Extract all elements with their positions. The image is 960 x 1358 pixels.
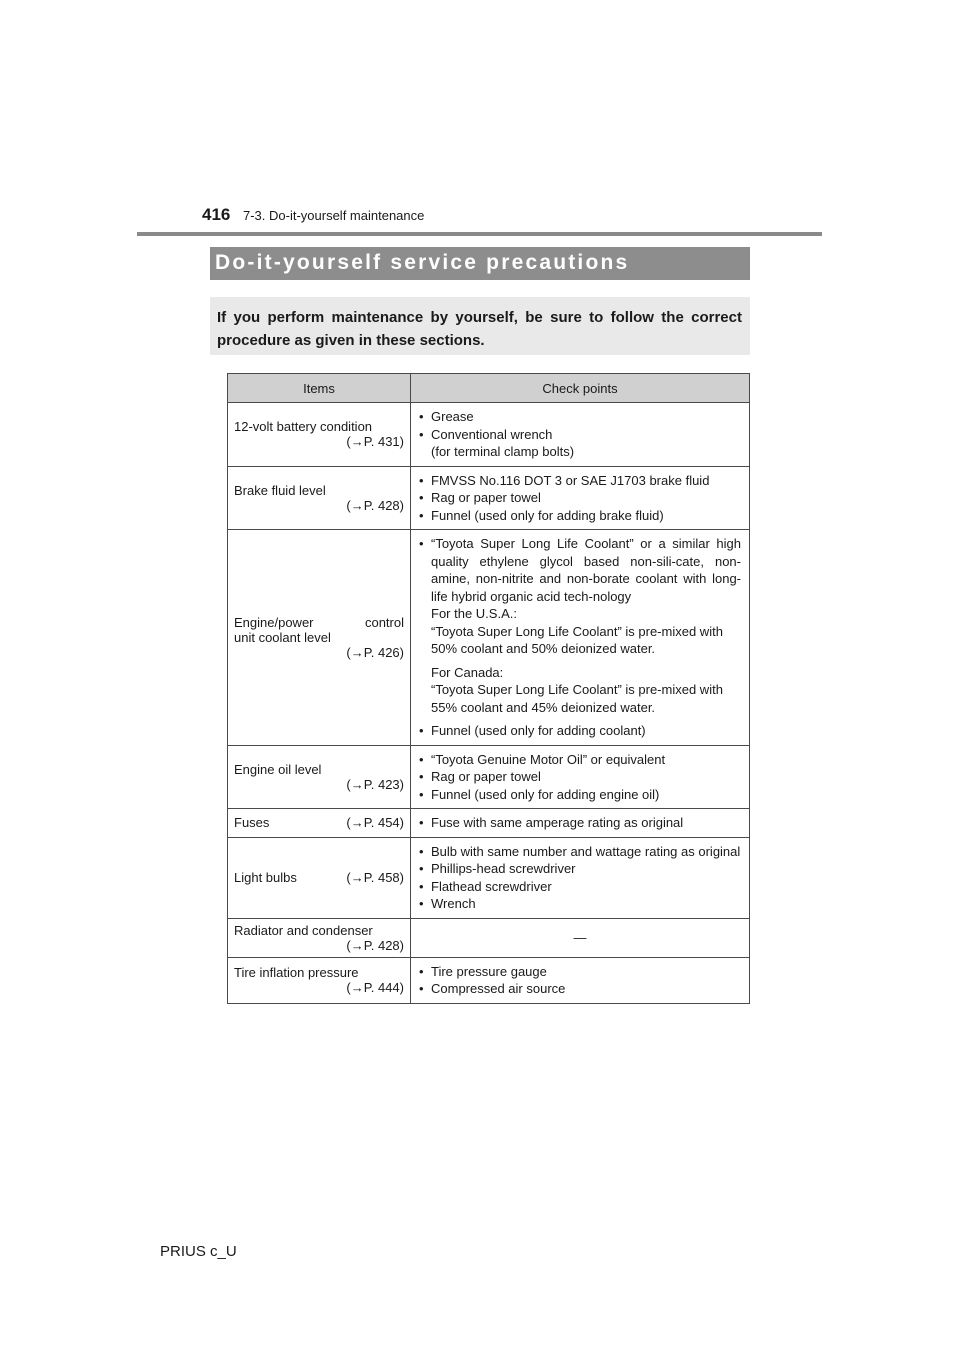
list-item: • Phillips-head screwdriver [419,860,741,878]
list-item: • Fuse with same amperage rating as original [419,814,741,832]
list-item [419,535,741,716]
table-row [228,745,750,809]
item-cell [228,957,411,1003]
table-row [228,809,750,838]
list-item: • Grease [419,408,741,426]
check-points-list [419,535,741,740]
item-label: unit coolant level [234,629,331,645]
list-item: • “Toyota Genuine Motor Oil” or equivalent [419,751,741,769]
check-points-cell [411,403,750,467]
check-points-list [419,472,741,525]
page-reference: (→P. 426) [346,644,404,660]
check-points-list [419,751,741,804]
table-row [228,918,750,957]
list-item: • Funnel (used only for adding engine oil) [419,786,741,804]
page-reference: (→P. 423) [346,776,404,792]
item-label: 12-volt battery condition [234,419,373,435]
page-reference: (→P. 428) [346,497,404,513]
intro-text: If you perform maintenance by yourself, be sure to follow the correct procedure as given in these sections. [217,309,742,349]
check-points-list [419,408,741,461]
item-cell [228,809,411,838]
check-points-cell [411,466,750,530]
column-header-items: Items [228,374,411,403]
item-label: Engine oil level [234,761,322,777]
region-label-usa: For the U.S.A.: [431,606,517,621]
page-number: 416 [202,205,231,224]
check-points-cell [411,918,750,957]
item-cell [228,837,411,918]
list-item-note: (for terminal clamp bolts) [431,444,575,459]
item-cell [228,530,411,746]
list-item-text: Conventional wrench [431,426,553,442]
list-item: • Flathead screwdriver [419,878,741,896]
item-cell [228,745,411,809]
list-item [419,426,741,461]
list-item: • FMVSS No.116 DOT 3 or SAE J1703 brake fluid [419,472,741,490]
check-points-list [419,963,741,998]
table-row [228,957,750,1003]
page-reference: (→P. 458) [346,870,404,885]
region-label-canada: For Canada: [431,664,504,680]
column-header-check-points: Check points [411,374,750,403]
item-label: Engine/power control [234,614,404,630]
check-points-list [419,843,741,913]
footer-model-code: PRIUS c_U [160,1243,237,1260]
item-cell [228,466,411,530]
page-reference: (→P. 454) [346,815,404,831]
check-points-cell [411,745,750,809]
list-item: • Bulb with same number and wattage rating as original [419,843,741,861]
page-reference: (→P. 444) [346,980,404,995]
item-label: Fuses [234,815,270,831]
not-applicable-dash: — [573,930,587,945]
check-points-list [419,814,741,832]
list-item-text: “Toyota Super Long Life Coolant” or a similar high quality ethylene glycol based non-sili-cate, non-amine, non-nitrite and non-borate coolant with long-life hybrid organic acid tech-nology [431,536,741,604]
section-title-bar [210,247,750,280]
item-label: Light bulbs [234,870,297,885]
list-item: • Rag or paper towel [419,489,741,507]
list-item: • Compressed air source [419,980,741,998]
intro-box [210,297,750,355]
section-breadcrumb: 7-3. Do-it-yourself maintenance [243,208,425,223]
header-divider [137,232,822,236]
table-header-row [228,374,750,403]
table-row [228,403,750,467]
item-label: Radiator and condenser [234,922,373,938]
check-points-cell [411,837,750,918]
list-item: • Wrench [419,895,741,913]
page-reference: (→P. 431) [346,434,404,450]
item-label: Brake fluid level [234,482,326,498]
check-points-cell [411,957,750,1003]
page-header [0,0,960,240]
table-row [228,466,750,530]
region-text-canada: “Toyota Super Long Life Coolant” is pre-mixed with 55% coolant and 45% deionized water. [431,682,723,715]
list-item: • Funnel (used only for adding brake fluid) [419,507,741,525]
list-item: • Funnel (used only for adding coolant) [419,722,741,740]
item-cell [228,403,411,467]
table-row [228,837,750,918]
page-title: Do-it-yourself service precautions [215,251,630,274]
region-text-usa: “Toyota Super Long Life Coolant” is pre-mixed with 50% coolant and 50% deionized water. [431,623,723,656]
check-points-cell [411,530,750,746]
table-row [228,530,750,746]
list-item: • Tire pressure gauge [419,963,741,981]
check-points-table [227,373,750,1004]
item-label: Tire inflation pressure [234,965,359,980]
check-points-cell [411,809,750,838]
item-cell [228,918,411,957]
page-reference: (→P. 428) [346,937,404,953]
list-item: • Rag or paper towel [419,768,741,786]
